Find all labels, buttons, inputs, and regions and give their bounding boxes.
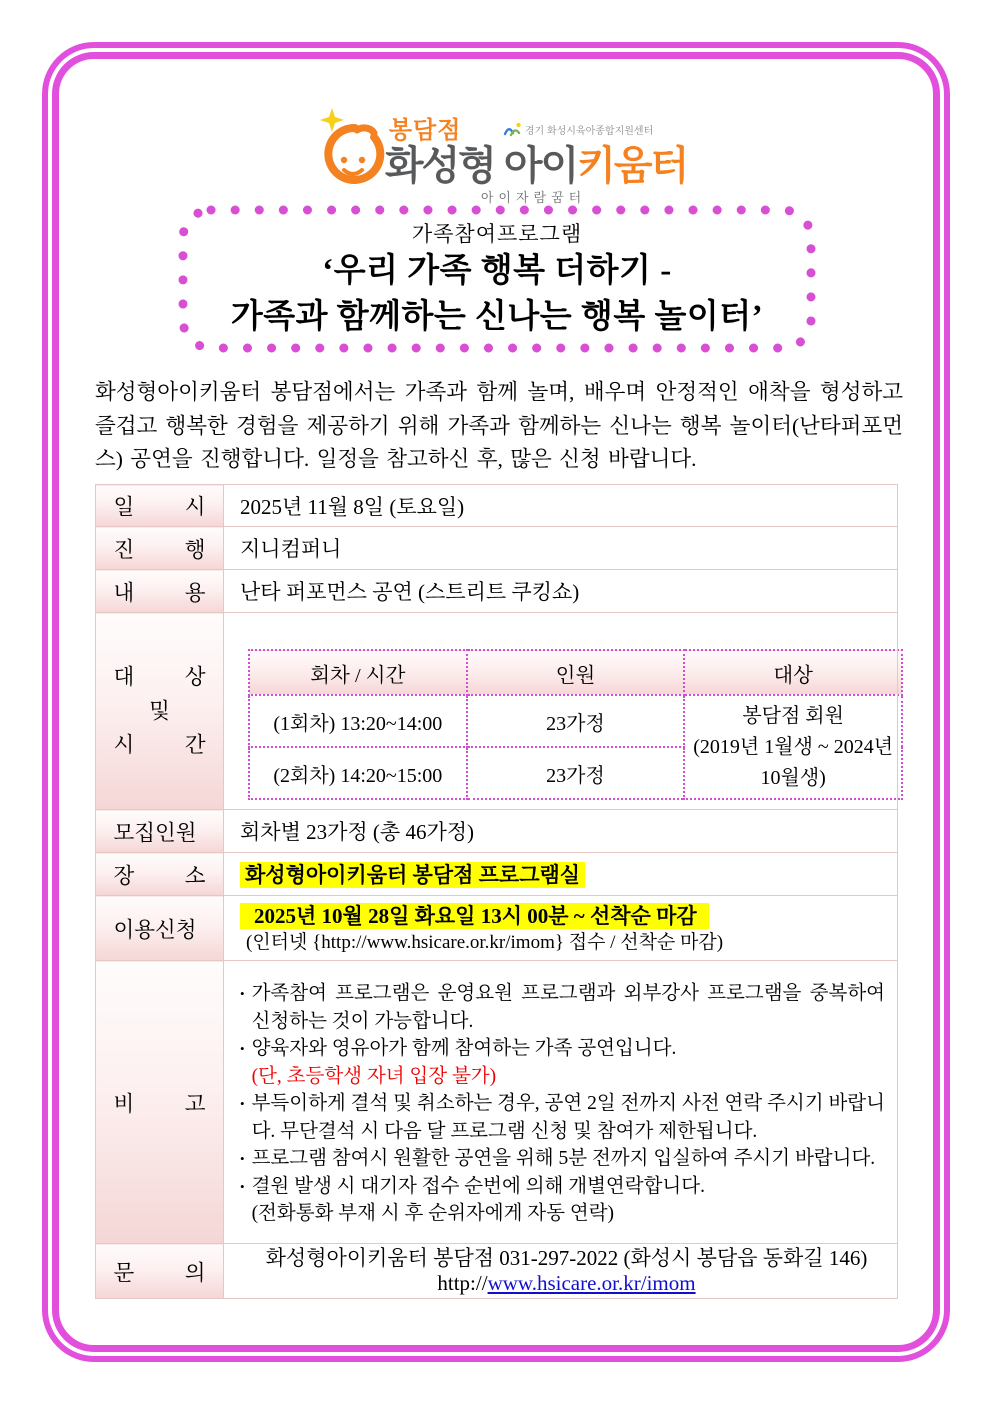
org-logo-icon <box>503 122 521 137</box>
schedule-header-target: 대상 <box>684 650 902 695</box>
row-apply <box>96 896 898 961</box>
bullet-icon: • <box>240 1151 245 1167</box>
organizer-label: 진 행 <box>96 527 224 570</box>
session-2-capacity: 23가정 <box>467 747 685 799</box>
place-highlight: 화성형아이키움터 봉담점 프로그램실 <box>240 862 585 888</box>
row-content <box>96 570 898 613</box>
note-item: • 가족참여 프로그램은 운영요원 프로그램과 외부강사 프로그램을 중복하여 신청하는 것이 가능합니다. <box>240 980 885 1035</box>
org-name: 경기 화성시육아종합지원센터 <box>524 126 654 137</box>
target-time-cell <box>224 613 898 810</box>
note-item <box>240 1173 885 1228</box>
session-1-time: (1회차) 13:20~14:00 <box>249 695 467 747</box>
smiley-face-logo-icon <box>317 104 389 202</box>
brand-main: 화성형 아이 <box>384 144 578 188</box>
apply-detail: (인터넷 {http://www.hsicare.or.kr/imom} 접수 / 선착순 마감) <box>246 932 724 953</box>
note-sub-text: (전화통화 부재 시 후 순위자에게 자동 연락) <box>251 1203 615 1225</box>
notes-label: 비 고 <box>96 961 224 1244</box>
info-table <box>95 484 898 1299</box>
note-warning-red: (단, 초등학생 자녀 입장 불가) <box>251 1065 497 1087</box>
url-prefix: http:// <box>437 1271 488 1295</box>
apply-cell <box>224 896 898 961</box>
logo <box>317 104 687 206</box>
program-category: 가족참여프로그램 <box>411 222 583 246</box>
row-notes <box>96 961 898 1244</box>
title-content <box>177 204 817 340</box>
target-birth-range: (2019년 1월생 ~ 2024년 10월생) <box>693 735 894 789</box>
note-text: 결원 발생 시 대기자 접수 순번에 의해 개별연락합니다. <box>251 1175 705 1197</box>
notes-cell <box>224 961 898 1244</box>
schedule-table <box>248 649 903 800</box>
recruit-label: 모집인원 <box>96 810 224 853</box>
note-text: 양육자와 영유아가 함께 참여하는 가족 공연입니다. <box>251 1038 677 1060</box>
note-item <box>240 1035 885 1090</box>
apply-label: 이용신청 <box>96 896 224 961</box>
inquiry-contact: 화성형아이키움터 봉담점 031-297-2022 (화성시 봉담읍 동화길 146) <box>265 1246 868 1270</box>
inquiry-link[interactable]: www.hsicare.or.kr/imom <box>487 1271 696 1295</box>
bullet-icon: • <box>240 1178 245 1194</box>
row-datetime <box>96 485 898 527</box>
bullet-icon: • <box>240 1041 245 1057</box>
recruit-value: 회차별 23가정 (총 46가정) <box>224 810 898 853</box>
note-item: • 프로그램 참여시 원활한 공연을 위해 5분 전까지 입실하여 주시기 바랍니다. <box>240 1145 885 1173</box>
session-2-time: (2회차) 14:20~15:00 <box>249 747 467 799</box>
place-value <box>224 853 898 896</box>
row-recruit <box>96 810 898 853</box>
datetime-label: 일 시 <box>96 485 224 527</box>
logo-text <box>385 104 687 206</box>
apply-deadline: 2025년 10월 28일 화요일 13시 00분 ~ 선착순 마감 <box>240 900 889 930</box>
brand-accent: 키움터 <box>577 144 688 188</box>
org-mark <box>503 122 653 137</box>
program-title-line1: ‘우리 가족 행복 더하기 - <box>322 253 672 289</box>
inquiry-label: 문 의 <box>96 1244 224 1299</box>
content-label: 내 용 <box>96 570 224 613</box>
row-inquiry <box>96 1244 898 1299</box>
title-box <box>177 204 817 354</box>
bullet-icon: • <box>240 1096 245 1112</box>
inquiry-url-line <box>240 1271 893 1296</box>
target-time-label: 대 상 및 시 간 <box>96 613 224 810</box>
bullet-icon: • <box>240 986 245 1002</box>
branch-label: 봉담점 <box>388 117 462 144</box>
content-value: 난타 퍼포먼스 공연 (스트리트 쿠킹쇼) <box>224 570 898 613</box>
brand-wordmark <box>385 145 687 187</box>
intro-paragraph: 화성형아이키움터 봉담점에서는 가족과 함께 놀며, 배우며 안정적인 애착을 형성하고 즐겁고 행복한 경험을 제공하기 위해 가족과 함께하는 신나는 행복 놀이터(난타퍼포먼스) 공연을 진행합니다. 일정을 참고하신 후, 많은 신청 바랍니다. <box>95 380 903 471</box>
row-target-time <box>96 613 898 810</box>
inquiry-cell <box>224 1244 898 1299</box>
schedule-row-1 <box>249 695 902 747</box>
datetime-value: 2025년 11월 8일 (토요일) <box>224 485 898 527</box>
row-place <box>96 853 898 896</box>
schedule-header-capacity: 인원 <box>467 650 685 695</box>
program-title-line2: 가족과 함께하는 신나는 행복 놀이터’ <box>230 299 764 335</box>
place-label: 장 소 <box>96 853 224 896</box>
brand-tagline: 아이자람꿈터 <box>480 190 587 205</box>
note-item: • 부득이하게 결석 및 취소하는 경우, 공연 2일 전까지 사전 연락 주시기 바랍니다. 무단결석 시 다음 달 프로그램 신청 및 참여가 제한됩니다. <box>240 1090 885 1145</box>
logo-area <box>6 104 992 206</box>
target-members: 봉담점 회원 <box>742 704 844 727</box>
schedule-header-session: 회차 / 시간 <box>249 650 467 695</box>
organizer-value: 지니컴퍼니 <box>224 527 898 570</box>
schedule-header-row <box>249 650 902 695</box>
row-organizer <box>96 527 898 570</box>
schedule-target-cell <box>684 695 902 799</box>
session-1-capacity: 23가정 <box>467 695 685 747</box>
